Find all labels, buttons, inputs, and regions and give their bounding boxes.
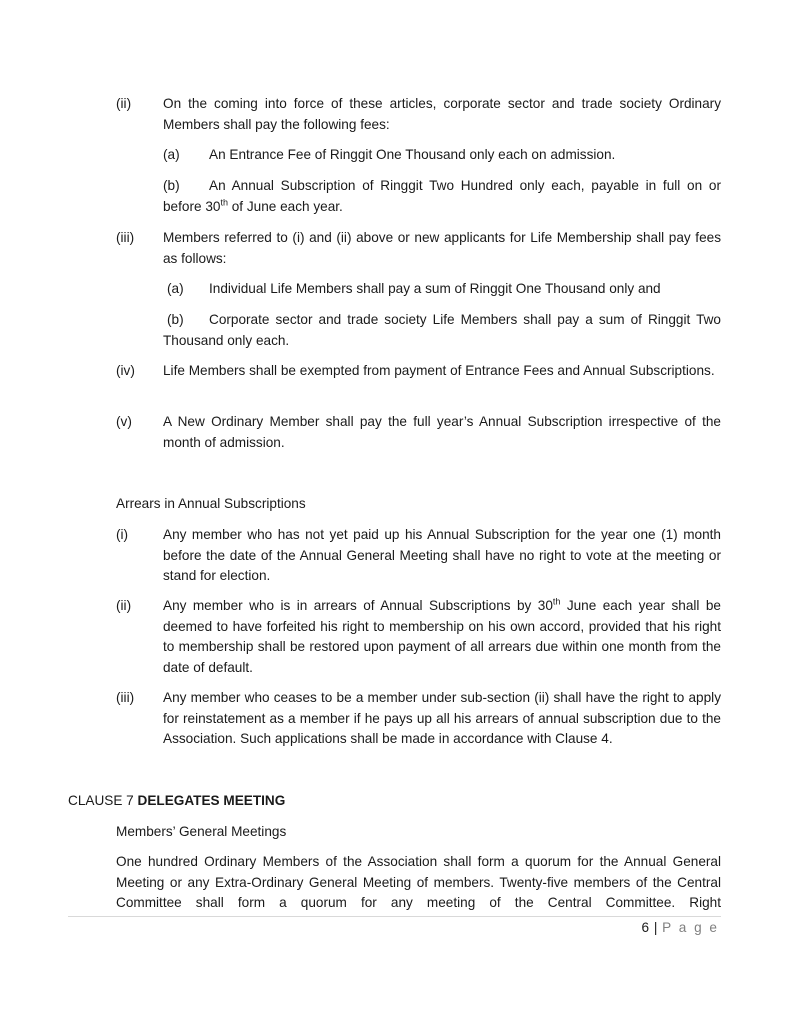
footer-separator: | [653, 920, 658, 935]
superscript: th [552, 596, 561, 607]
clause-title: DELEGATES MEETING [137, 793, 286, 808]
general-meetings-heading: Members’ General Meetings [116, 824, 287, 839]
sub-item-label: (a) [167, 281, 184, 296]
sub-item-text: Individual Life Members shall pay a sum of Ringgit One Thousand only and [209, 281, 661, 296]
superscript: th [220, 196, 228, 207]
item-text: Any member who has not yet paid up his Annual Subscription for the year one (1) month before the date of the Annual General Meeting shall have no right to vote at the meeting or stand for election. [163, 527, 721, 583]
sub-item-iii-b [163, 310, 721, 351]
general-meetings-paragraph: One hundred Ordinary Members of the Association shall form a quorum for the Annual General Meeting or any Extra-Ordinary General Meeting of members. Twenty-five members of the Central Committee shall form a quorum for any meeting of the Central Committee. Right [116, 854, 721, 910]
sub-item-label: (a) [163, 147, 180, 162]
item-text [163, 596, 721, 678]
footer-rule [68, 916, 721, 917]
item-number: (iv) [116, 363, 135, 378]
sub-item-text: An Entrance Fee of Ringgit One Thousand only each on admission. [209, 147, 616, 162]
page-label: P a g e [662, 920, 719, 935]
arrears-heading: Arrears in Annual Subscriptions [116, 496, 306, 511]
item-text: Any member who ceases to be a member under sub-section (ii) shall have the right to apply for reinstatement as a member if he pays up all his arrears of annual subscription due to the Association. Such applications shall be made in accordance with Clause 4. [163, 690, 721, 746]
page-footer [642, 918, 720, 939]
sub-item-text: An Annual Subscription of Ringgit Two Hundred only each, payable in full on or before 30 [163, 178, 721, 214]
item-text: A New Ordinary Member shall pay the full year’s Annual Subscription irrespective of the month of admission. [163, 414, 721, 450]
item-number: (i) [116, 527, 129, 542]
page-number: 6 [641, 920, 650, 935]
item-text: On the coming into force of these articles, corporate sector and trade society Ordinary Members shall pay the following fees: [163, 96, 721, 132]
sub-item-ii-a [163, 145, 721, 166]
item-text: Members referred to (i) and (ii) above or new applicants for Life Membership shall pay fees as follows: [163, 230, 721, 266]
clause-label: CLAUSE 7 [68, 793, 134, 808]
sub-item-iii-a [167, 279, 721, 300]
sub-item-ii-b [163, 176, 721, 217]
item-number: (ii) [116, 598, 132, 613]
item-text: Life Members shall be exempted from payment of Entrance Fees and Annual Subscriptions. [163, 363, 715, 378]
item-number: (ii) [116, 96, 132, 111]
sub-item-text-end: of June each year. [227, 198, 343, 214]
item-text-end: June each year shall be deemed to have forfeited his right to membership on his own accord, provided that his right to membership shall be restored upon payment of all arrears due within one month from the date of default. [163, 598, 721, 675]
item-number: (v) [116, 414, 132, 429]
sub-item-text: Corporate sector and trade society Life Members shall pay a sum of Ringgit Two Thousand only each. [163, 312, 721, 348]
sub-item-label: (b) [167, 312, 184, 327]
sub-item-label: (b) [163, 178, 180, 193]
item-text-start: Any member who is in arrears of Annual Subscriptions by 30 [163, 598, 553, 613]
item-number: (iii) [116, 230, 135, 245]
clause-heading [68, 791, 285, 812]
item-number: (iii) [116, 690, 135, 705]
